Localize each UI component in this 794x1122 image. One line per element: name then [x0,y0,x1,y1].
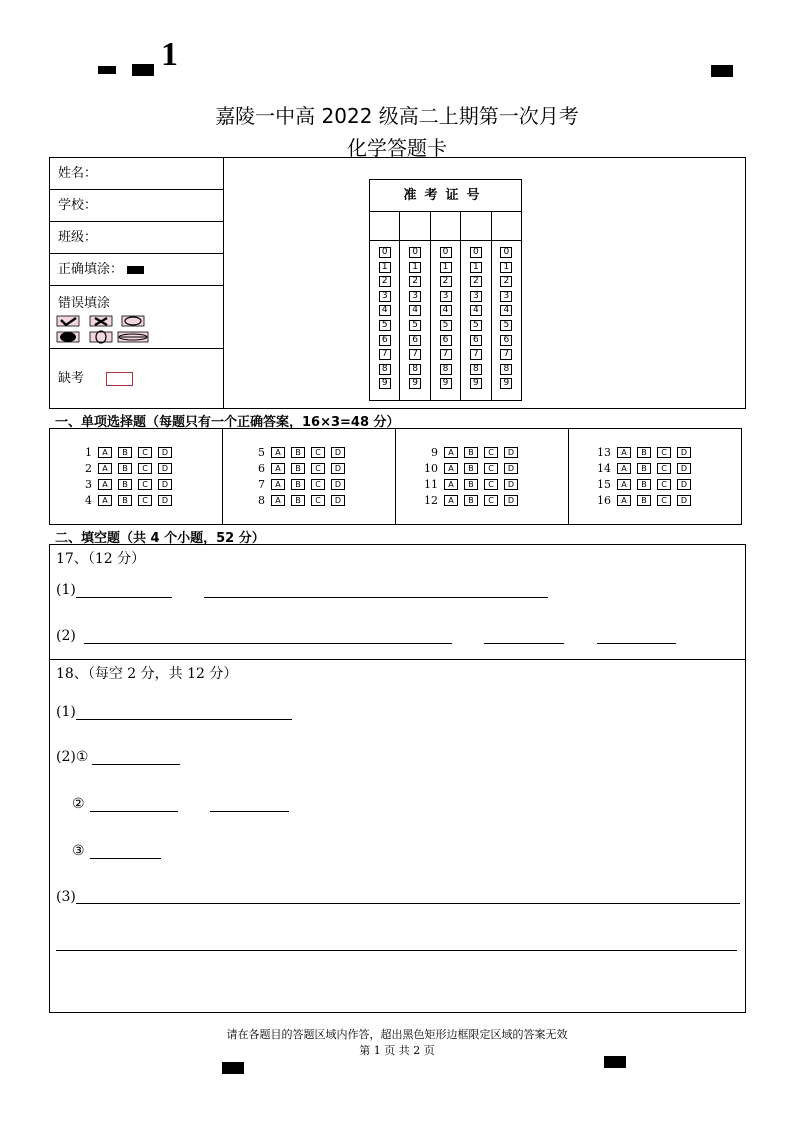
exam-id-digit-bubble[interactable]: 6 [379,335,391,346]
school-field[interactable]: 学校： [50,190,224,222]
exam-id-digit-bubble[interactable]: 2 [440,276,452,287]
exam-id-digit-bubble[interactable]: 5 [440,320,452,331]
answer-bubble[interactable]: A [98,495,112,506]
exam-id-digit-bubble[interactable]: 1 [440,262,452,273]
exam-id-digit-bubble[interactable]: 6 [409,335,421,346]
mc-question-row [593,445,697,459]
answer-bubble[interactable]: A [617,479,631,490]
exam-id-digit-bubble[interactable]: 7 [440,349,452,360]
answer-bubble[interactable]: C [138,479,152,490]
answer-bubble[interactable]: B [637,495,651,506]
q18-header: 18、（每空 2 分，共 12 分） [56,666,238,682]
question-number: 13 [597,445,611,459]
answer-bubble[interactable]: D [158,447,172,458]
answer-bubble[interactable]: C [657,495,671,506]
answer-bubble[interactable]: B [291,447,305,458]
answer-bubble[interactable]: A [98,463,112,474]
q18-p1-blank[interactable] [76,719,292,720]
answer-bubble[interactable]: B [118,479,132,490]
mc-question-row [420,445,524,459]
class-field[interactable]: 班级： [50,222,224,254]
exam-id-digit-bubble[interactable]: 5 [379,320,391,331]
exam-id-digit-bubble[interactable]: 5 [470,320,482,331]
exam-id-column [492,241,521,401]
q17-part1-label: (1) [56,582,76,598]
answer-bubble[interactable]: D [677,495,691,506]
q18-p2-1-blank[interactable] [92,764,180,765]
answer-bubble[interactable]: B [291,479,305,490]
answer-bubble[interactable]: A [271,495,285,506]
answer-bubble[interactable]: C [657,447,671,458]
exam-id-digit-bubble[interactable]: 7 [500,349,512,360]
answer-bubble[interactable]: B [637,463,651,474]
mc-question-row [420,477,524,491]
question-number: 15 [597,477,611,491]
answer-bubble[interactable]: D [677,479,691,490]
answer-bubble[interactable]: A [444,495,458,506]
page-number-mark: 1 [161,36,178,73]
answer-bubble[interactable]: A [617,447,631,458]
q18-p3-blank-a[interactable] [76,903,740,904]
registration-mark [132,64,154,76]
mc-group [569,429,741,524]
exam-id-digit-bubble[interactable]: 0 [409,247,421,258]
exam-id-digit-bubble[interactable]: 0 [379,247,391,258]
answer-bubble[interactable]: D [331,495,345,506]
exam-id-digit-bubble[interactable]: 7 [409,349,421,360]
exam-id-digit-bubble[interactable]: 7 [470,349,482,360]
answer-bubble[interactable]: A [271,463,285,474]
q18-part2c-label: ③ [72,843,85,859]
exam-id-digit-bubble[interactable]: 8 [500,364,512,375]
q17-p2-blank-a[interactable] [84,643,452,644]
answer-bubble[interactable]: D [158,495,172,506]
wrong-fill-examples: 错误填涂 [50,286,224,349]
question-17-box [49,544,746,660]
mc-question-row [420,461,524,475]
q18-part3-label: (3) [56,889,76,905]
exam-id-title: 准考证号 [370,180,521,212]
answer-bubble[interactable]: C [311,463,325,474]
answer-bubble[interactable]: C [657,479,671,490]
registration-mark [711,65,733,77]
exam-id-digit-bubble[interactable]: 6 [500,335,512,346]
exam-id-digit-bubble[interactable]: 2 [470,276,482,287]
exam-id-table [369,179,522,401]
answer-bubble[interactable]: C [138,447,152,458]
exam-id-digit-bubble[interactable]: 6 [440,335,452,346]
answer-bubble[interactable]: A [271,447,285,458]
exam-id-digit-bubble[interactable]: 2 [409,276,421,287]
exam-id-digit-bubble[interactable]: 2 [500,276,512,287]
q18-part2b-label: ② [72,796,85,812]
answer-bubble[interactable]: B [464,495,478,506]
mc-question-row [247,493,351,507]
exam-id-digit-bubble[interactable]: 1 [500,262,512,273]
answer-bubble[interactable]: B [118,463,132,474]
exam-id-digit-bubble[interactable]: 3 [440,291,452,302]
mc-question-row [593,461,697,475]
answer-bubble[interactable]: B [118,447,132,458]
answer-bubble[interactable]: B [291,495,305,506]
mc-question-row [74,461,178,475]
answer-bubble[interactable]: C [484,447,498,458]
absent-checkbox[interactable] [106,372,133,386]
exam-id-digit-bubble[interactable]: 4 [500,305,512,316]
exam-id-digit-bubble[interactable]: 9 [440,378,452,389]
question-number: 8 [258,493,265,507]
mc-question-row [593,477,697,491]
q18-part2-label: (2)① [56,749,89,765]
question-number: 5 [258,445,265,459]
answer-bubble[interactable]: A [617,463,631,474]
question-number: 14 [597,461,611,475]
exam-id-digit-bubble[interactable]: 7 [379,349,391,360]
answer-bubble[interactable]: D [504,479,518,490]
question-number: 6 [258,461,265,475]
name-field[interactable]: 姓名： [50,158,224,190]
answer-bubble[interactable]: D [504,463,518,474]
oval-mark-icon [90,332,112,342]
q18-p3-blank-b[interactable] [56,950,737,951]
answer-bubble[interactable]: C [484,495,498,506]
answer-bubble[interactable]: B [464,479,478,490]
exam-id-digit-bubble[interactable]: 5 [409,320,421,331]
question-number: 11 [424,477,438,491]
mc-group [50,429,223,524]
exam-id-digit-bubble[interactable]: 3 [409,291,421,302]
footer-page: 第 1 页 共 2 页 [359,1044,435,1057]
question-number: 1 [85,445,92,459]
answer-bubble[interactable]: D [677,447,691,458]
answer-bubble[interactable]: D [504,447,518,458]
question-number: 12 [424,493,438,507]
answer-bubble[interactable]: B [291,463,305,474]
answer-bubble[interactable]: D [331,479,345,490]
section2-title: 二、填空题（共 4 个小题，52 分） [55,531,265,546]
exam-id-digit-bubble[interactable]: 9 [500,378,512,389]
exam-id-digit-bubble[interactable]: 3 [379,291,391,302]
mc-question-row [247,445,351,459]
exam-id-digit-bubble[interactable]: 2 [379,276,391,287]
mc-question-row [247,477,351,491]
exam-id-digit-bubble[interactable]: 8 [440,364,452,375]
mc-question-row [247,461,351,475]
mc-question-row [74,445,178,459]
filled-mark-icon [127,266,144,274]
answer-bubble[interactable]: B [637,447,651,458]
question-number: 7 [258,477,265,491]
question-number: 16 [597,493,611,507]
mc-question-row [593,493,697,507]
exam-id-digit-bubble[interactable]: 8 [470,364,482,375]
exam-id-digit-bubble[interactable]: 4 [470,305,482,316]
exam-id-digit-bubble[interactable]: 6 [470,335,482,346]
exam-id-digit-bubble[interactable]: 5 [500,320,512,331]
answer-bubble[interactable]: D [331,463,345,474]
answer-bubble[interactable]: C [311,495,325,506]
exam-id-digit-bubble[interactable]: 4 [379,305,391,316]
q17-p2-blank-b[interactable] [484,643,564,644]
exam-id-digit-bubble[interactable]: 3 [470,291,482,302]
answer-bubble[interactable]: B [464,447,478,458]
exam-id-column [400,241,430,401]
exam-id-digit-grid [370,241,521,401]
exam-id-digit-bubble[interactable]: 0 [500,247,512,258]
answer-bubble[interactable]: C [484,463,498,474]
exam-id-digit-bubble[interactable]: 8 [409,364,421,375]
answer-bubble[interactable]: A [444,479,458,490]
exam-id-digit-bubble[interactable]: 9 [470,378,482,389]
question-number: 10 [424,461,438,475]
q18-p2-3-blank[interactable] [90,858,161,859]
question-number: 2 [85,461,92,475]
mc-question-row [74,477,178,491]
mc-group [223,429,396,524]
answer-bubble[interactable]: A [98,447,112,458]
mc-question-row [420,493,524,507]
question-number: 9 [431,445,438,459]
mc-group [396,429,569,524]
exam-id-digit-bubble[interactable]: 9 [409,378,421,389]
wrong-fill-icons [56,314,156,348]
footer-note: 请在各题目的答题区域内作答，超出黑色矩形边框限定区域的答案无效 [226,1028,568,1041]
q18-part1-label: (1) [56,704,76,720]
answer-bubble[interactable]: A [271,479,285,490]
answer-bubble[interactable]: C [138,495,152,506]
answer-bubble[interactable]: B [464,463,478,474]
page-title: 嘉陵一中高 2022 级高二上期第一次月考 [215,104,579,128]
question-18-box [49,659,746,1013]
registration-mark [98,66,116,74]
answer-bubble[interactable]: D [504,495,518,506]
exam-id-column [370,241,400,401]
info-column [50,158,224,408]
page-subtitle: 化学答题卡 [347,136,447,160]
answer-bubble[interactable]: A [617,495,631,506]
answer-bubble[interactable]: B [637,479,651,490]
q17-header: 17、（12 分） [56,551,146,567]
q17-p2-blank-c[interactable] [597,643,676,644]
answer-bubble[interactable]: C [484,479,498,490]
answer-bubble[interactable]: A [444,463,458,474]
answer-bubble[interactable]: A [98,479,112,490]
exam-id-digit-bubble[interactable]: 1 [379,262,391,273]
answer-bubble[interactable]: B [118,495,132,506]
exam-id-column [461,241,491,401]
answer-bubble[interactable]: D [158,463,172,474]
q18-p2-2-blank-a[interactable] [90,811,178,812]
exam-id-digit-bubble[interactable]: 3 [500,291,512,302]
registration-mark [604,1056,626,1068]
exam-id-digit-bubble[interactable]: 9 [379,378,391,389]
answer-bubble[interactable]: D [331,447,345,458]
answer-bubble[interactable]: C [311,479,325,490]
multiple-choice-box [49,428,742,525]
section1-title: 一、单项选择题（每题只有一个正确答案，16×3=48 分） [55,415,400,430]
correct-fill-example: 正确填涂： [50,254,224,286]
exam-id-write-row[interactable] [370,212,521,241]
exam-id-digit-bubble[interactable]: 1 [470,262,482,273]
exam-id-digit-bubble[interactable]: 0 [440,247,452,258]
exam-id-digit-bubble[interactable]: 1 [409,262,421,273]
answer-bubble[interactable]: D [158,479,172,490]
exam-id-column [431,241,461,401]
answer-bubble[interactable]: C [138,463,152,474]
q17-part2-label: (2) [56,628,76,644]
registration-mark [222,1062,244,1074]
exam-id-digit-bubble[interactable]: 8 [379,364,391,375]
student-info-box [49,157,746,409]
exam-id-digit-bubble[interactable]: 4 [409,305,421,316]
q17-p1-blank-a[interactable] [76,597,172,598]
answer-bubble[interactable]: C [311,447,325,458]
q18-p2-2-blank-b[interactable] [210,811,289,812]
question-number: 3 [85,477,92,491]
question-number: 4 [85,493,92,507]
absent-field: 缺考 [50,349,224,408]
answer-bubble[interactable]: D [677,463,691,474]
exam-id-digit-bubble[interactable]: 4 [440,305,452,316]
mc-question-row [74,493,178,507]
q17-p1-blank-b[interactable] [204,597,548,598]
exam-id-digit-bubble[interactable]: 0 [470,247,482,258]
answer-bubble[interactable]: A [444,447,458,458]
answer-bubble[interactable]: C [657,463,671,474]
